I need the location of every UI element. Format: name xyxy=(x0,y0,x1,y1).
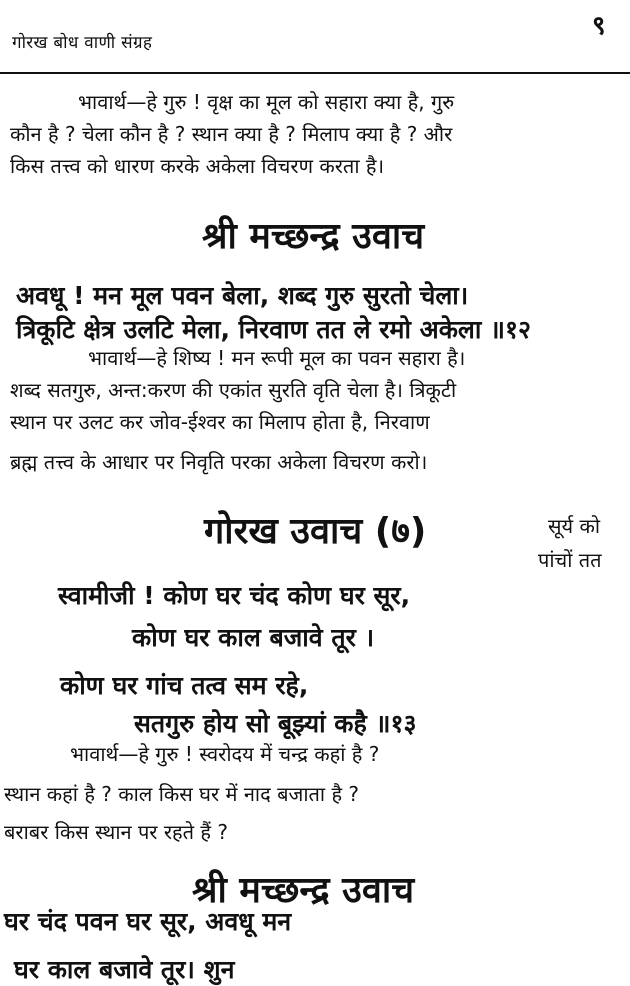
heading-gorakh-uvach: गोरख उवाच (७) xyxy=(204,511,427,552)
verse3-line-2: घर काल बजावे तूर। शुन xyxy=(14,955,235,984)
para1-line-2: कौन है ? चेला कौन है ? स्थान क्या है ? मिलाप क्या है ? और xyxy=(10,122,453,146)
para2-line-4: ब्रह्म तत्त्व के आधार पर निवृति परका अकेला विचरण करो। xyxy=(10,450,428,474)
heading-shri-macchhendra-uvach: श्री मच्छन्द्र उवाच xyxy=(202,216,425,257)
running-header-title: गोरख बोध वाणी संग्रह xyxy=(12,33,153,53)
verse2-line-3: कोण घर गांच तत्व सम रहे, xyxy=(60,671,309,700)
verse2-line-4: सतगुरु होय सो बूझ्यां कहै ॥१३ xyxy=(134,709,417,738)
para2-line-2: शब्द सतगुरु, अन्त:करण की एकांत सुरति वृति चेला है। त्रिकूटी xyxy=(10,378,457,402)
side-note-line-2: पांचों तत xyxy=(538,548,602,572)
para1-line-1: भावार्थ—हे गुरु ! वृक्ष का मूल को सहारा क्या है, गुरु xyxy=(78,90,455,114)
para3-line-2: स्थान कहां है ? काल किस घर में नाद बजाता है ? xyxy=(4,782,360,806)
para2-line-3: स्थान पर उलट कर जोव-ईश्वर का मिलाप होता है, निरवाण xyxy=(10,410,430,434)
para3-line-3: बराबर किस स्थान पर रहते हैं ? xyxy=(4,820,228,844)
para2-line-1: भावार्थ—हे शिष्य ! मन रूपी मूल का पवन सहारा है। xyxy=(88,346,466,370)
para3-line-1: भावार्थ—हे गुरु ! स्वरोदय में चन्द्र कहां है ? xyxy=(70,742,380,766)
verse1-line-2: त्रिकूटि क्षेत्र उलटि मेला, निरवाण तत ले रमो अकेला ॥१२ xyxy=(16,315,532,344)
verse3-line-1: घर चंद पवन घर सूर, अवधू मन xyxy=(4,907,292,936)
heading-shri-macchhendra-uvach-2: श्री मच्छन्द्र उवाच xyxy=(192,870,415,911)
verse2-line-1: स्वामीजी ! कोण घर चंद कोण घर सूर, xyxy=(58,581,411,610)
header-rule xyxy=(0,72,630,74)
verse1-line-1: अवधू ! मन मूल पवन बेला, शब्द गुरु सुरतो चेला। xyxy=(16,281,469,310)
side-note-line-1: सूर्य को xyxy=(548,514,601,538)
verse2-line-2: कोण घर काल बजावे तूर । xyxy=(132,623,375,652)
para1-line-3: किस तत्त्व को धारण करके अकेला विचरण करता है। xyxy=(10,154,385,178)
page-number: ९ xyxy=(592,11,606,41)
